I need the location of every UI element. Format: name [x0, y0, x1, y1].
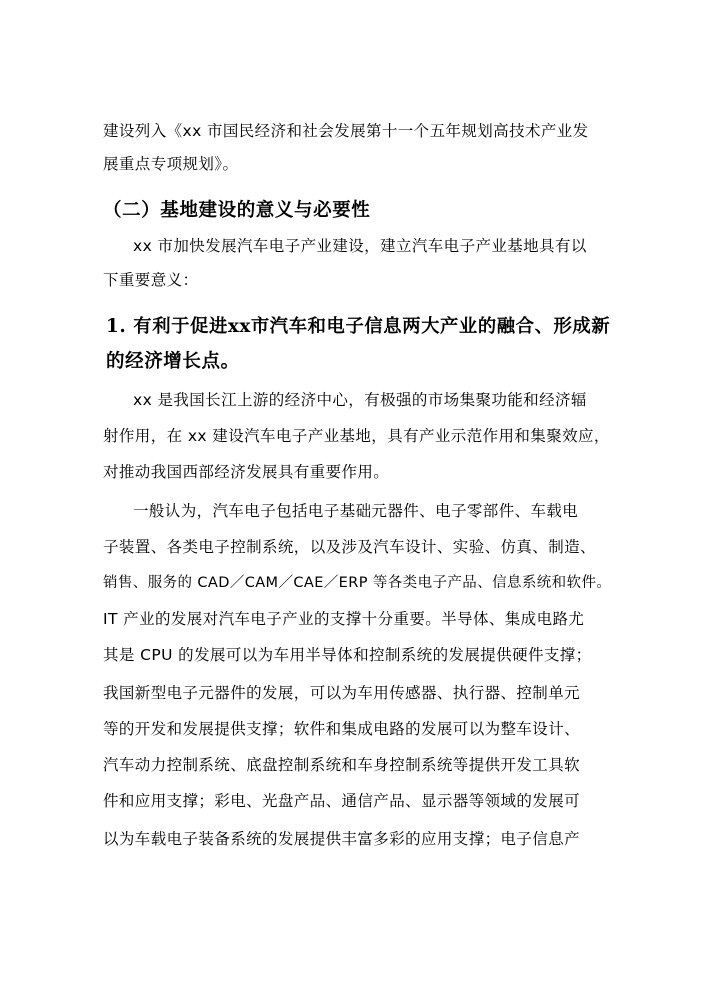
section-intro-line-1: xx 市加快发展汽车电子产业建设，建立汽车电子产业基地具有以	[133, 237, 587, 255]
intro-line-2: 展重点专项规划》。	[103, 155, 239, 173]
para2-line-1: 一般认为，汽车电子包括电子基础元器件、电子零部件、车载电	[133, 502, 579, 520]
para1-line-2: 射作用，在 xx 建设汽车电子产业基地，具有产业示范作用和集聚效应，	[103, 427, 610, 445]
para2-line-4: IT 产业的发展对汽车电子产业的支撑十分重要。半导体、集成电路尤	[103, 610, 585, 628]
para2-line-5: 其是 CPU 的发展可以为车用半导体和控制系统的发展提供硬件支撑；	[103, 646, 592, 664]
para1-line-3: 对推动我国西部经济发展具有重要作用。	[103, 463, 390, 481]
para2-line-3: 销售、服务的 CAD／CAM／CAE／ERP 等各类电子产品、信息系统和软件。	[103, 575, 612, 591]
point1-heading-line-1: 1. 有利于促进xx市汽车和电子信息两大产业的融合、形成新	[106, 316, 611, 337]
para2-line-8: 汽车动力控制系统、底盘控制系统和车身控制系统等提供开发工具软	[103, 756, 581, 774]
section-heading: （二）基地建设的意义与必要性	[103, 200, 371, 221]
intro-line-1: 建设列入《xx 市国民经济和社会发展第十一个五年规划高技术产业发	[103, 122, 589, 140]
para2-line-2: 子装置、各类电子控制系统，以及涉及汽车设计、实验、仿真、制造、	[103, 538, 596, 556]
para2-line-10: 以为车载电子装备系统的发展提供丰富多彩的应用支撑；电子信息产	[103, 830, 581, 848]
para2-line-6: 我国新型电子元器件的发展，可以为车用传感器、执行器、控制单元	[103, 684, 581, 702]
para1-line-1: xx 是我国长江上游的经济中心，有极强的市场集聚功能和经济辐	[133, 391, 587, 409]
point1-heading-line-2: 的经济增长点。	[106, 351, 240, 372]
para2-line-7: 等的开发和发展提供支撑；软件和集成电路的发展可以为整车设计、	[103, 720, 581, 738]
section-intro-line-2: 下重要意义：	[103, 271, 199, 289]
para2-line-9: 件和应用支撑；彩电、光盘产品、通信产品、显示器等领域的发展可	[103, 792, 581, 810]
